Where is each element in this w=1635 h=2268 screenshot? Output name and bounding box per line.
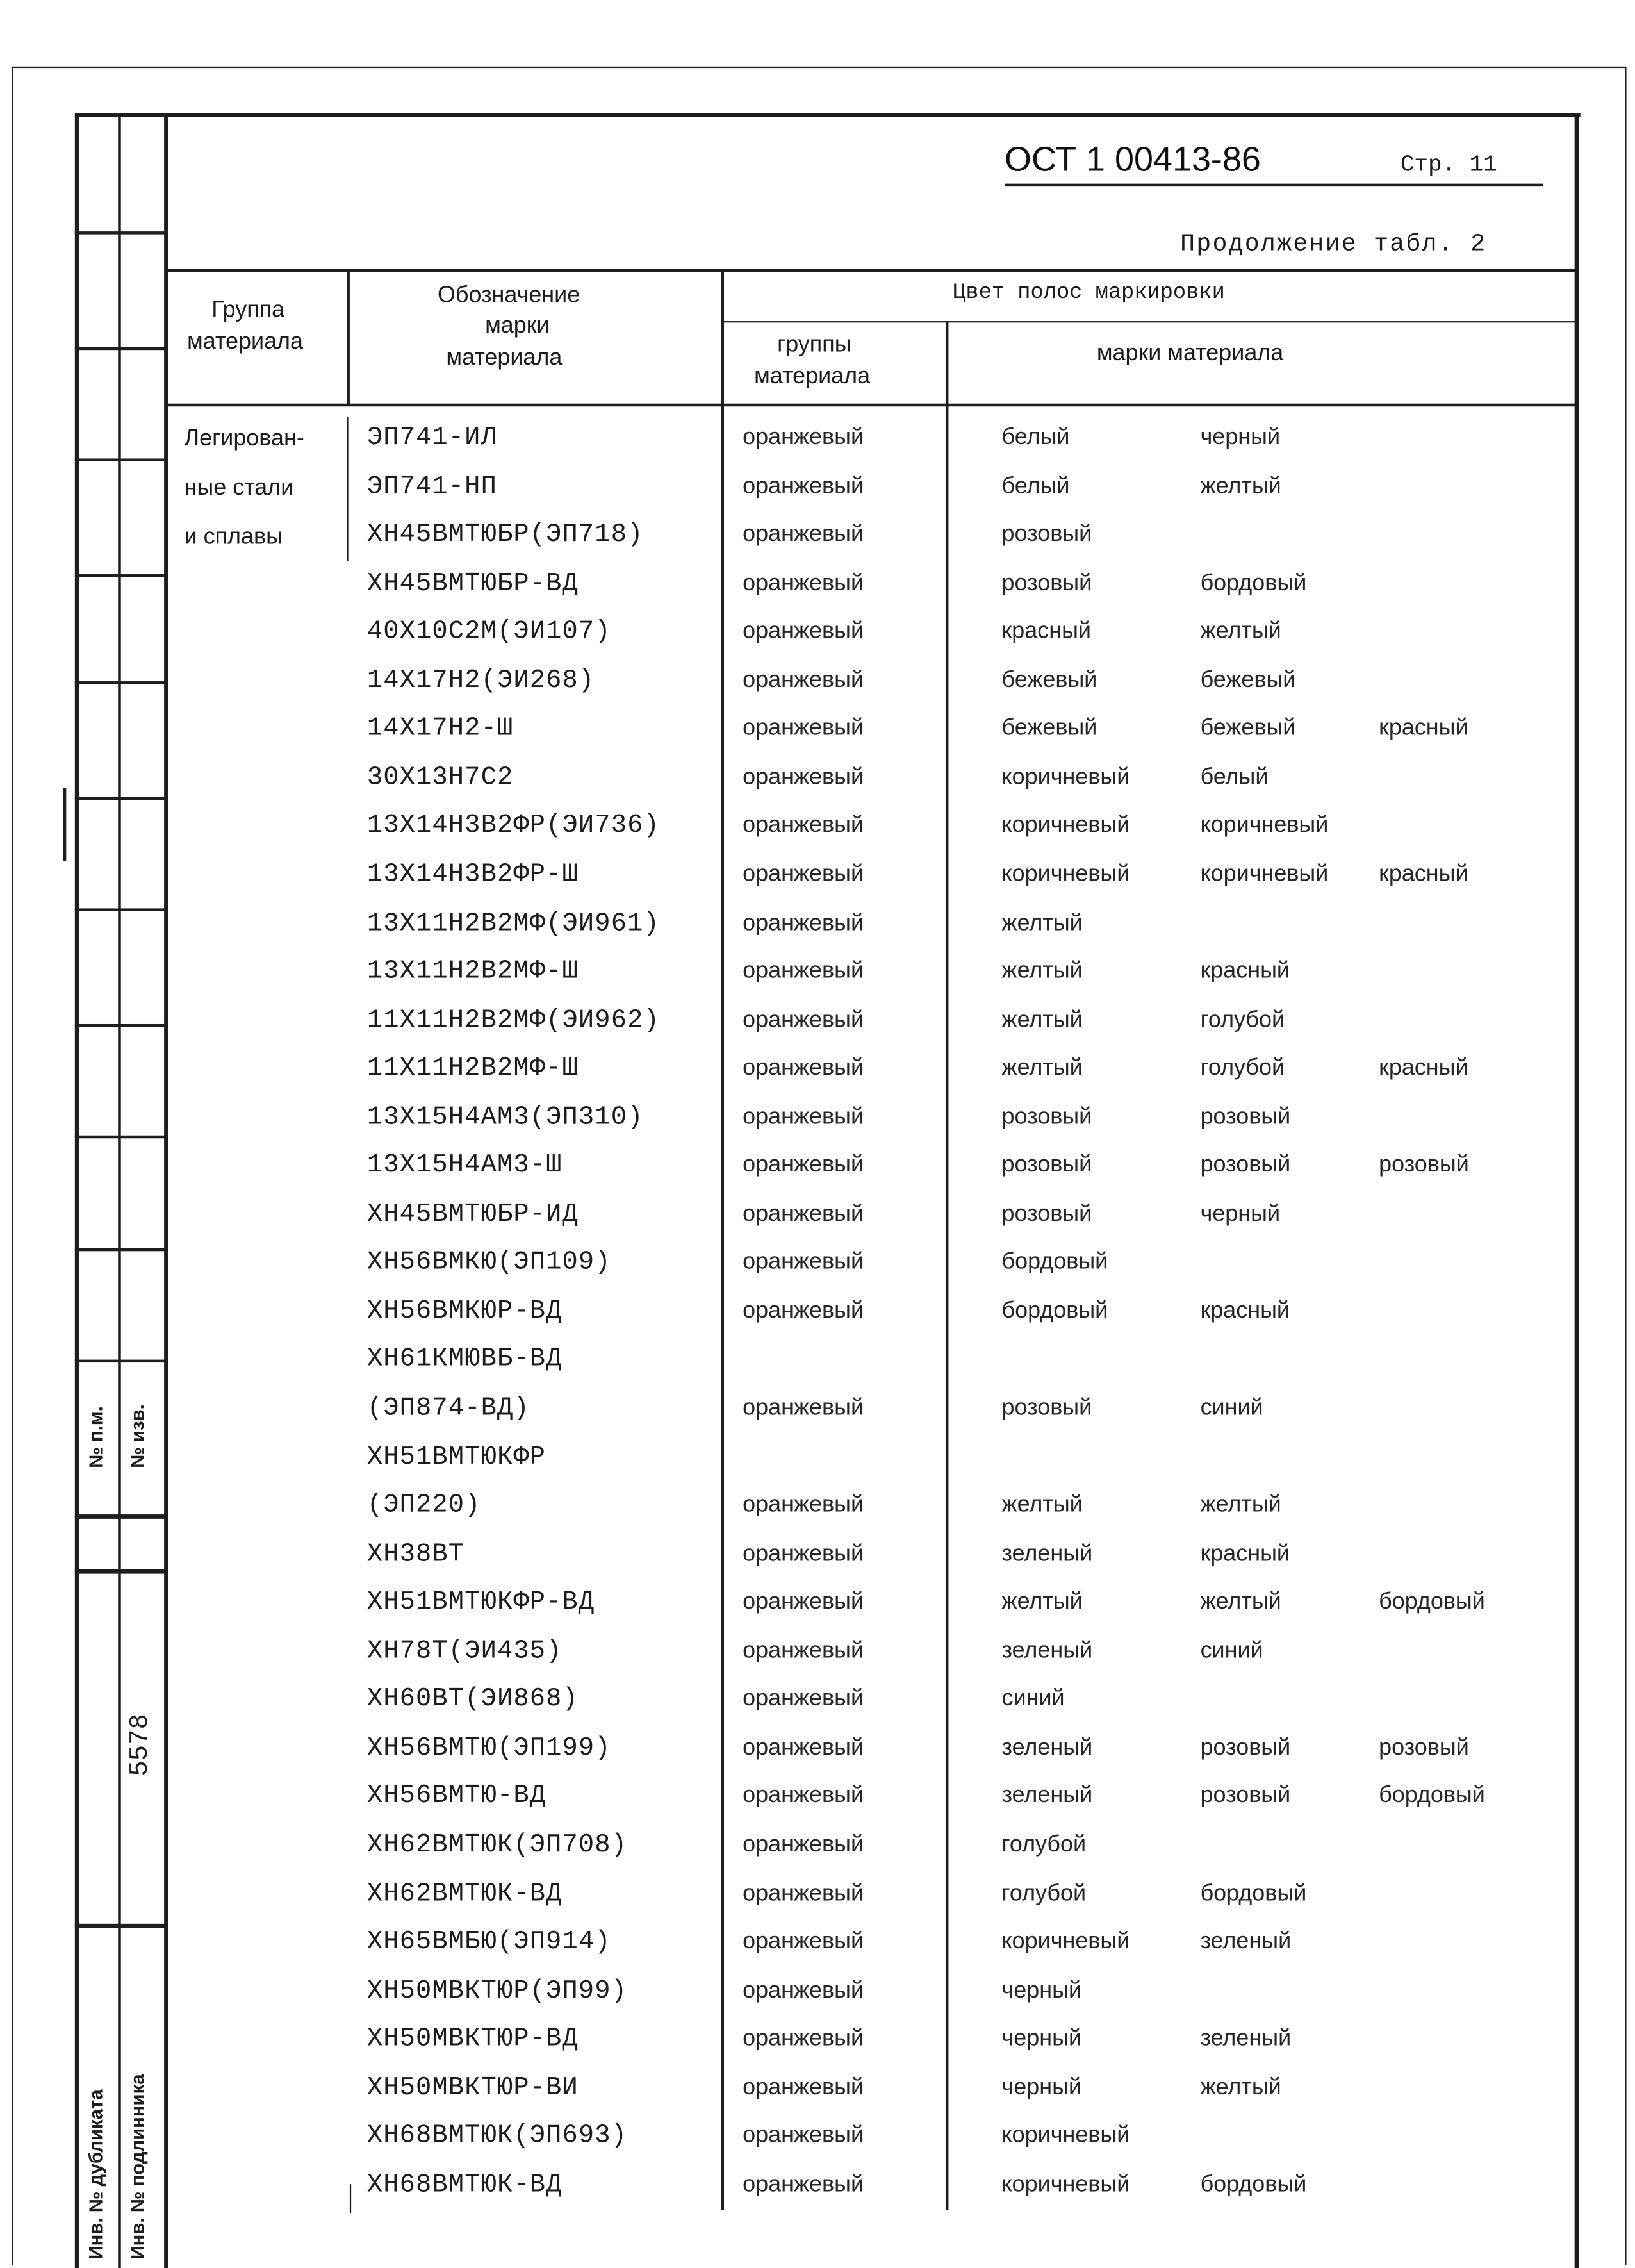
grade-color: зеленый bbox=[1200, 2026, 1292, 2051]
grade-color: розовый bbox=[1001, 1202, 1092, 1227]
grade-color: желтый bbox=[1001, 910, 1083, 936]
material-grade: 13Х11Н2В2МФ-Ш bbox=[366, 957, 579, 987]
col-header-group-2: материала bbox=[187, 329, 304, 354]
grade-color: черный bbox=[1001, 1978, 1082, 2003]
group-color: оранжевый bbox=[743, 1396, 864, 1421]
material-grade: ХН56ВМТЮ(ЭП199) bbox=[366, 1734, 611, 1763]
material-grade: 11Х11Н2В2МФ(ЭИ962) bbox=[366, 1006, 660, 1036]
group-color: оранжевый bbox=[743, 813, 864, 838]
grade-color: желтый bbox=[1200, 2075, 1281, 2100]
group-color: оранжевый bbox=[743, 1589, 864, 1615]
material-grade: 14Х17Н2-Ш bbox=[366, 715, 514, 744]
material-grade: 30Х13Н7С2 bbox=[366, 763, 514, 793]
group-color: оранжевый bbox=[743, 1978, 864, 2003]
material-grade: 13Х15Н4АМ3-Ш bbox=[366, 1152, 563, 1181]
group-color: оранжевый bbox=[743, 1493, 864, 1518]
grade-color: зеленый bbox=[1001, 1638, 1093, 1664]
group-color: оранжевый bbox=[743, 862, 864, 887]
material-grade: ХН50МВКТЮР(ЭП99) bbox=[366, 1976, 628, 2006]
grade-color: красный bbox=[1379, 716, 1468, 741]
grade-color: розовый bbox=[1001, 1104, 1092, 1130]
grade-color: черный bbox=[1200, 425, 1281, 450]
grade-color: желтый bbox=[1001, 1007, 1083, 1032]
grade-color: красный bbox=[1001, 619, 1092, 644]
grade-color: бежевый bbox=[1200, 716, 1296, 741]
material-grade: ХН78Т(ЭИ435) bbox=[366, 1637, 563, 1666]
group-label-line-1: Легирован- bbox=[184, 426, 304, 452]
material-grade: ХН50МВКТЮР-ВД bbox=[366, 2025, 579, 2055]
group-color: оранжевый bbox=[743, 1250, 864, 1275]
col-header-color-group-2: материала bbox=[754, 364, 871, 390]
grade-color: красный bbox=[1379, 862, 1468, 887]
grade-color: коричневый bbox=[1001, 2172, 1130, 2197]
grade-color: коричневый bbox=[1001, 813, 1130, 838]
material-grade: ХН68ВМТЮК(ЭП693) bbox=[366, 2122, 628, 2151]
material-grade: 14Х17Н2(ЭИ268) bbox=[366, 666, 595, 696]
grade-color: голубой bbox=[1200, 1055, 1285, 1081]
grade-color: синий bbox=[1200, 1638, 1263, 1664]
group-color: оранжевый bbox=[743, 959, 864, 984]
grade-color: коричневый bbox=[1001, 765, 1130, 790]
group-label-line-2: ные стали bbox=[184, 476, 294, 501]
group-color: оранжевый bbox=[743, 1735, 864, 1760]
group-color: оранжевый bbox=[743, 619, 864, 644]
grade-color: красный bbox=[1200, 959, 1290, 984]
margin-no-podl: № п.м. bbox=[85, 1406, 107, 1468]
grade-color: розовый bbox=[1200, 1735, 1291, 1760]
group-color: оранжевый bbox=[743, 1638, 864, 1664]
material-grade: ХН50МВКТЮР-ВИ bbox=[366, 2073, 579, 2103]
group-color: оранжевый bbox=[743, 2172, 864, 2197]
grade-color: коричневый bbox=[1200, 813, 1329, 838]
group-label-line-3: и сплавы bbox=[184, 525, 283, 550]
group-color: оранжевый bbox=[743, 1104, 864, 1130]
grade-color: красный bbox=[1200, 1298, 1290, 1323]
grade-color: черный bbox=[1200, 1202, 1281, 1227]
group-color: оранжевый bbox=[743, 1929, 864, 1955]
material-grade: ХН38ВТ bbox=[366, 1539, 465, 1569]
grade-color: зеленый bbox=[1200, 1929, 1292, 1955]
grade-color: голубой bbox=[1200, 1007, 1285, 1032]
grade-color: красный bbox=[1200, 1541, 1290, 1566]
grade-color: желтый bbox=[1001, 959, 1083, 984]
margin-inv-dubl: Инв. № дубликата bbox=[85, 2089, 107, 2260]
grade-color: бордовый bbox=[1200, 1881, 1307, 1906]
grade-color: синий bbox=[1200, 1396, 1263, 1421]
material-grade: ХН45ВМТЮБР-ВД bbox=[366, 569, 579, 599]
grade-color: голубой bbox=[1001, 1832, 1087, 1857]
col-header-grade-2: марки bbox=[485, 313, 550, 339]
material-grade: ХН62ВМТЮК-ВД bbox=[366, 1879, 563, 1909]
group-color: оранжевый bbox=[743, 2123, 864, 2149]
material-grade: 13Х15Н4АМ3(ЭП310) bbox=[366, 1103, 644, 1132]
grade-color: голубой bbox=[1001, 1881, 1087, 1906]
grade-color: зеленый bbox=[1001, 1784, 1093, 1809]
col-header-color: Цвет полос маркировки bbox=[953, 280, 1225, 306]
margin-inv-number: 5578 bbox=[126, 1714, 156, 1776]
group-color: оранжевый bbox=[743, 570, 864, 596]
grade-color: желтый bbox=[1001, 1055, 1083, 1081]
grade-color: бежевый bbox=[1200, 668, 1296, 693]
grade-color: бордовый bbox=[1001, 1298, 1108, 1323]
grade-color: белый bbox=[1001, 474, 1070, 499]
material-grade: ЭП741-НП bbox=[366, 472, 497, 502]
material-grade: (ЭП874-ВД) bbox=[366, 1394, 530, 1423]
grade-color: бежевый bbox=[1001, 716, 1097, 741]
group-color: оранжевый bbox=[743, 1541, 864, 1566]
material-grade: 13Х14Н3В2ФР(ЭИ736) bbox=[366, 812, 660, 841]
grade-color: розовый bbox=[1001, 1153, 1092, 1178]
material-grade: ХН62ВМТЮК(ЭП708) bbox=[366, 1831, 628, 1860]
material-grade: ЭП741-ИЛ bbox=[366, 424, 497, 453]
grade-color: розовый bbox=[1379, 1153, 1469, 1178]
grade-color: желтый bbox=[1200, 619, 1281, 644]
grade-color: розовый bbox=[1200, 1153, 1291, 1178]
grade-color: бордовый bbox=[1200, 570, 1307, 596]
group-color: оранжевый bbox=[743, 522, 864, 547]
material-grade: 40Х10С2М(ЭИ107) bbox=[366, 618, 611, 647]
group-color: оранжевый bbox=[743, 474, 864, 499]
material-grade: ХН51ВМТЮКФР bbox=[366, 1443, 546, 1472]
group-color: оранжевый bbox=[743, 425, 864, 450]
grade-color: розовый bbox=[1200, 1784, 1291, 1809]
grade-color: розовый bbox=[1001, 522, 1092, 547]
grade-color: коричневый bbox=[1001, 1929, 1130, 1955]
material-grade: ХН56ВМКЮ(ЭП109) bbox=[366, 1248, 611, 1278]
material-grade: ХН68ВМТЮК-ВД bbox=[366, 2171, 563, 2200]
grade-color: черный bbox=[1001, 2075, 1082, 2100]
grade-color: бордовый bbox=[1001, 1250, 1108, 1275]
grade-color: бордовый bbox=[1200, 2172, 1307, 2197]
grade-color: черный bbox=[1001, 2026, 1082, 2051]
group-color: оранжевый bbox=[743, 1687, 864, 1712]
material-grade: ХН51ВМТЮКФР-ВД bbox=[366, 1588, 595, 1618]
continuation-label: Продолжение табл. 2 bbox=[1180, 231, 1487, 260]
group-color: оранжевый bbox=[743, 1055, 864, 1081]
grade-color: белый bbox=[1200, 765, 1269, 790]
grade-color: бордовый bbox=[1379, 1589, 1485, 1615]
material-grade: 13Х14Н3В2ФР-Ш bbox=[366, 860, 579, 890]
margin-inv-podl: Инв. № подлинника bbox=[126, 2074, 149, 2260]
grade-color: бордовый bbox=[1379, 1784, 1485, 1809]
group-color: оранжевый bbox=[743, 668, 864, 693]
col-header-grade-1: Обозначение bbox=[437, 283, 580, 308]
material-grade: 11Х11Н2В2МФ-Ш bbox=[366, 1054, 579, 1084]
group-color: оранжевый bbox=[743, 2026, 864, 2051]
grade-color: коричневый bbox=[1200, 862, 1329, 887]
group-color: оранжевый bbox=[743, 910, 864, 936]
grade-color: зеленый bbox=[1001, 1541, 1093, 1566]
material-grade: ХН65ВМБЮ(ЭП914) bbox=[366, 1928, 611, 1957]
group-color: оранжевый bbox=[743, 1832, 864, 1857]
grade-color: желтый bbox=[1001, 1589, 1083, 1615]
grade-color: желтый bbox=[1001, 1493, 1083, 1518]
material-grade: ХН61КМЮВБ-ВД bbox=[366, 1346, 563, 1375]
material-grade: ХН45ВМТЮБР-ИД bbox=[366, 1200, 579, 1230]
material-grade: (ЭП220) bbox=[366, 1491, 481, 1521]
grade-color: розовый bbox=[1001, 570, 1092, 596]
material-grade: ХН56ВМКЮР-ВД bbox=[366, 1297, 563, 1327]
group-color: оранжевый bbox=[743, 1298, 864, 1323]
doc-code: ОСТ 1 00413-86 bbox=[1005, 140, 1261, 179]
group-color: оранжевый bbox=[743, 2075, 864, 2100]
grade-color: коричневый bbox=[1001, 2123, 1130, 2149]
material-grade: ХН56ВМТЮ-ВД bbox=[366, 1782, 546, 1812]
grade-color: желтый bbox=[1200, 1493, 1281, 1518]
grade-color: желтый bbox=[1200, 474, 1281, 499]
col-header-color-grade: марки материала bbox=[1096, 341, 1284, 367]
group-color: оранжевый bbox=[743, 1007, 864, 1032]
material-grade: 13Х11Н2В2МФ(ЭИ961) bbox=[366, 909, 660, 938]
col-header-grade-3: материала bbox=[446, 345, 563, 370]
col-header-color-group-1: группы bbox=[777, 333, 851, 358]
grade-color: коричневый bbox=[1001, 862, 1130, 887]
grade-color: синий bbox=[1001, 1687, 1065, 1712]
group-color: оранжевый bbox=[743, 716, 864, 741]
grade-color: белый bbox=[1001, 425, 1070, 450]
col-header-group-1: Группа bbox=[211, 297, 285, 323]
grade-color: розовый bbox=[1200, 1104, 1291, 1130]
grade-color: бежевый bbox=[1001, 668, 1097, 693]
grade-color: желтый bbox=[1200, 1589, 1281, 1615]
grade-color: розовый bbox=[1001, 1396, 1092, 1421]
grade-color: красный bbox=[1379, 1055, 1468, 1081]
group-color: оранжевый bbox=[743, 765, 864, 790]
grade-color: розовый bbox=[1379, 1735, 1469, 1760]
group-color: оранжевый bbox=[743, 1202, 864, 1227]
material-grade: ХН60ВТ(ЭИ868) bbox=[366, 1685, 579, 1715]
material-grade: ХН45ВМТЮБР(ЭП718) bbox=[366, 520, 644, 550]
group-color: оранжевый bbox=[743, 1784, 864, 1809]
group-color: оранжевый bbox=[743, 1881, 864, 1906]
page-number: Стр. 11 bbox=[1400, 151, 1497, 178]
grade-color: зеленый bbox=[1001, 1735, 1093, 1760]
margin-no-izv: № изв. bbox=[126, 1404, 149, 1468]
group-color: оранжевый bbox=[743, 1153, 864, 1178]
